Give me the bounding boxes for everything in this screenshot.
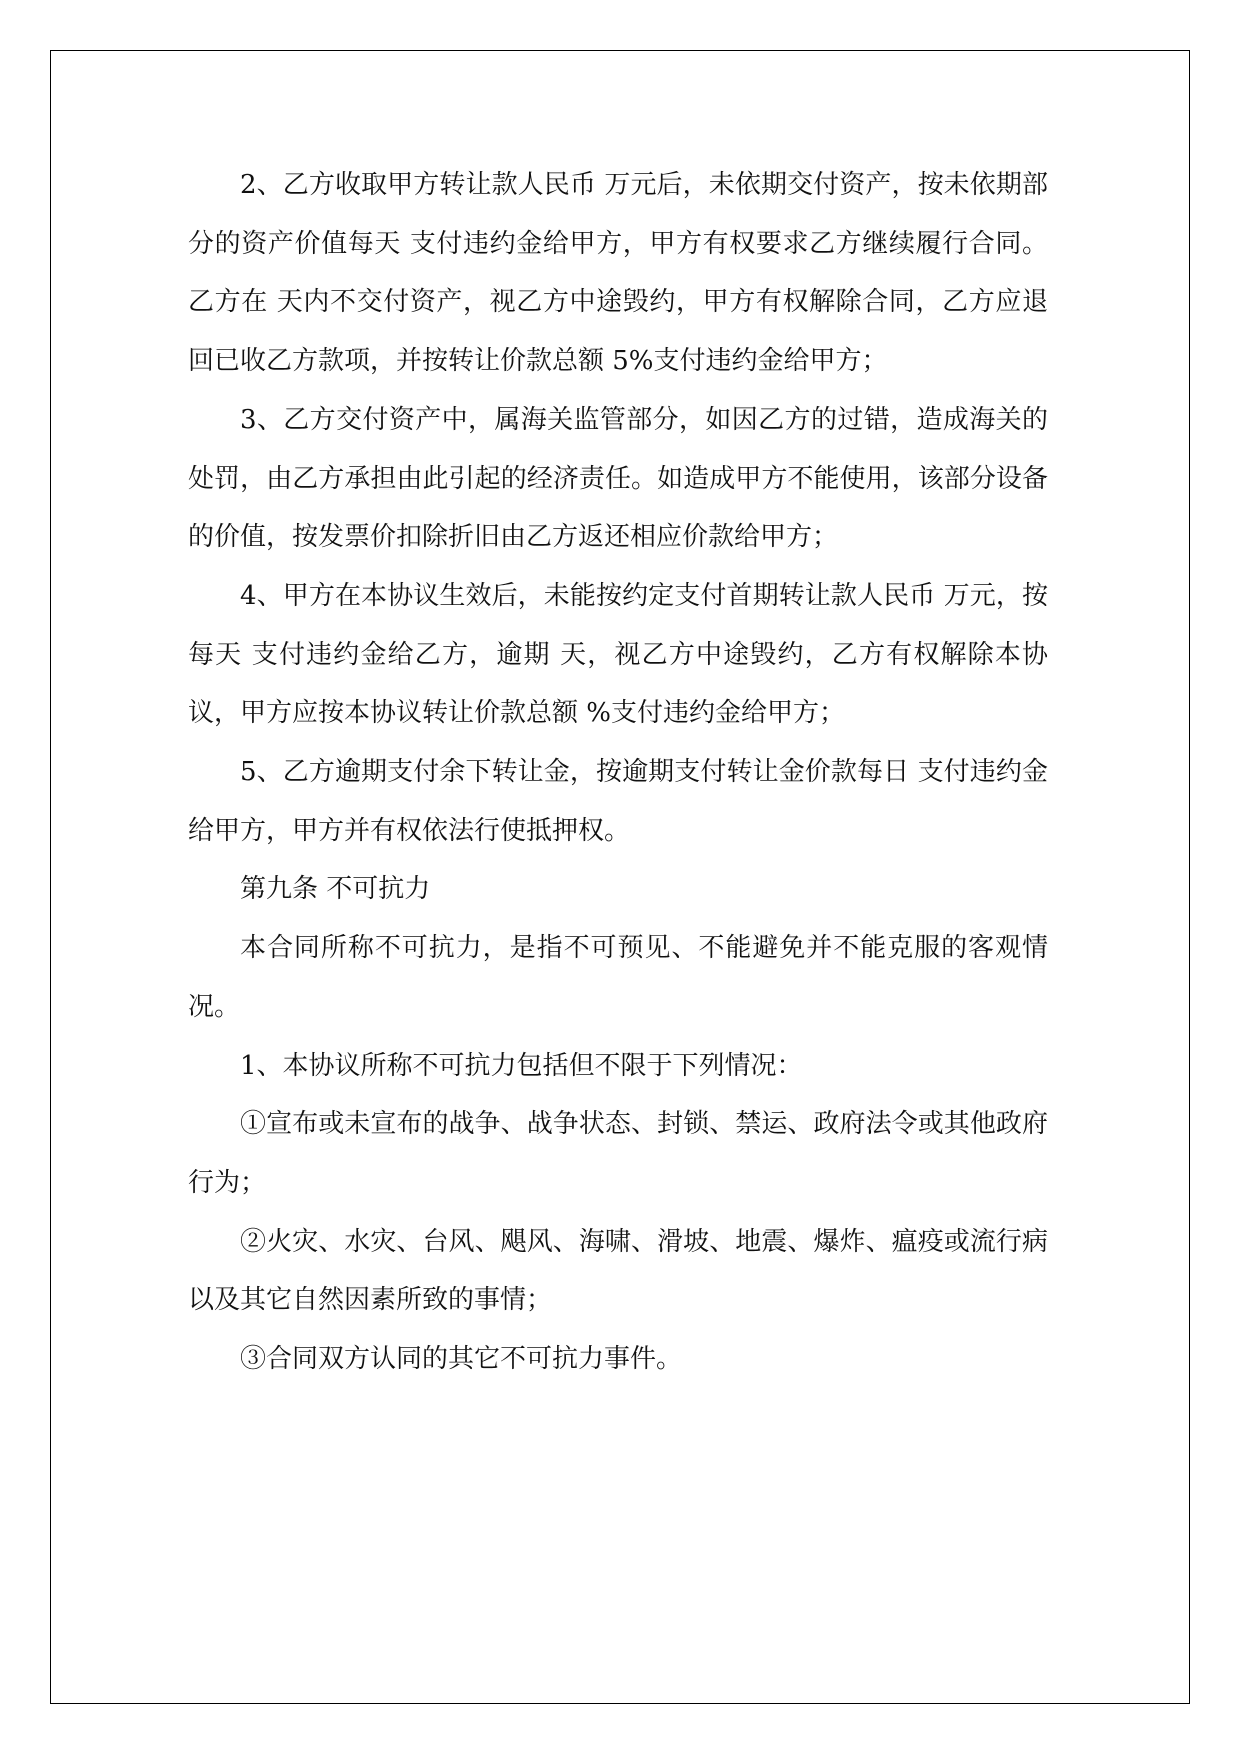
clause-8-item-5: 5、乙方逾期支付余下转让金，按逾期支付转让金价款每日 支付违约金给甲方，甲方并有权依法行使抵押权。	[188, 757, 1048, 846]
clause-9-definition: 本合同所称不可抗力，是指不可预见、不能避免并不能克服的客观情况。	[188, 933, 1048, 1022]
clause-8-item-4: 4、甲方在本协议生效后，未能按约定支付首期转让款人民币 万元，按每天 支付违约金给乙方，逾期 天，视乙方中途毁约，乙方有权解除本协议，甲方应按本协议转让价款总额 %支付违约金给甲方；	[188, 580, 1048, 729]
clause-9-subitem-1: ①宣布或未宣布的战争、战争状态、封锁、禁运、政府法令或其他政府行为；	[188, 1109, 1048, 1198]
clause-8-item-3: 3、乙方交付资产中，属海关监管部分，如因乙方的过错，造成海关的处罚，由乙方承担由此引起的经济责任。如造成甲方不能使用，该部分设备的价值，按发票价扣除折旧由乙方返还相应价款给甲方；	[188, 404, 1048, 553]
clause-9-subitem-2: ②火灾、水灾、台风、飓风、海啸、滑坡、地震、爆炸、瘟疫或流行病以及其它自然因素所致的事情；	[188, 1226, 1048, 1316]
clause-9-item-1: 1、本协议所称不可抗力包括但不限于下列情况：	[240, 1050, 803, 1081]
clause-9-heading: 第九条 不可抗力	[240, 874, 431, 905]
document-body	[188, 156, 1048, 1389]
clause-9-subitem-3: ③合同双方认同的其它不可抗力事件。	[240, 1344, 683, 1375]
clause-8-item-2: 2、乙方收取甲方转让款人民币 万元后，未依期交付资产，按未依期部分的资产价值每天 支付违约金给甲方，甲方有权要求乙方继续履行合同。乙方在 天内不交付资产，视乙方中途毁约，甲方有权解除合同，乙方应退回已收乙方款项，并按转让价款总额 5%支付违约金给甲方；	[188, 170, 1048, 377]
